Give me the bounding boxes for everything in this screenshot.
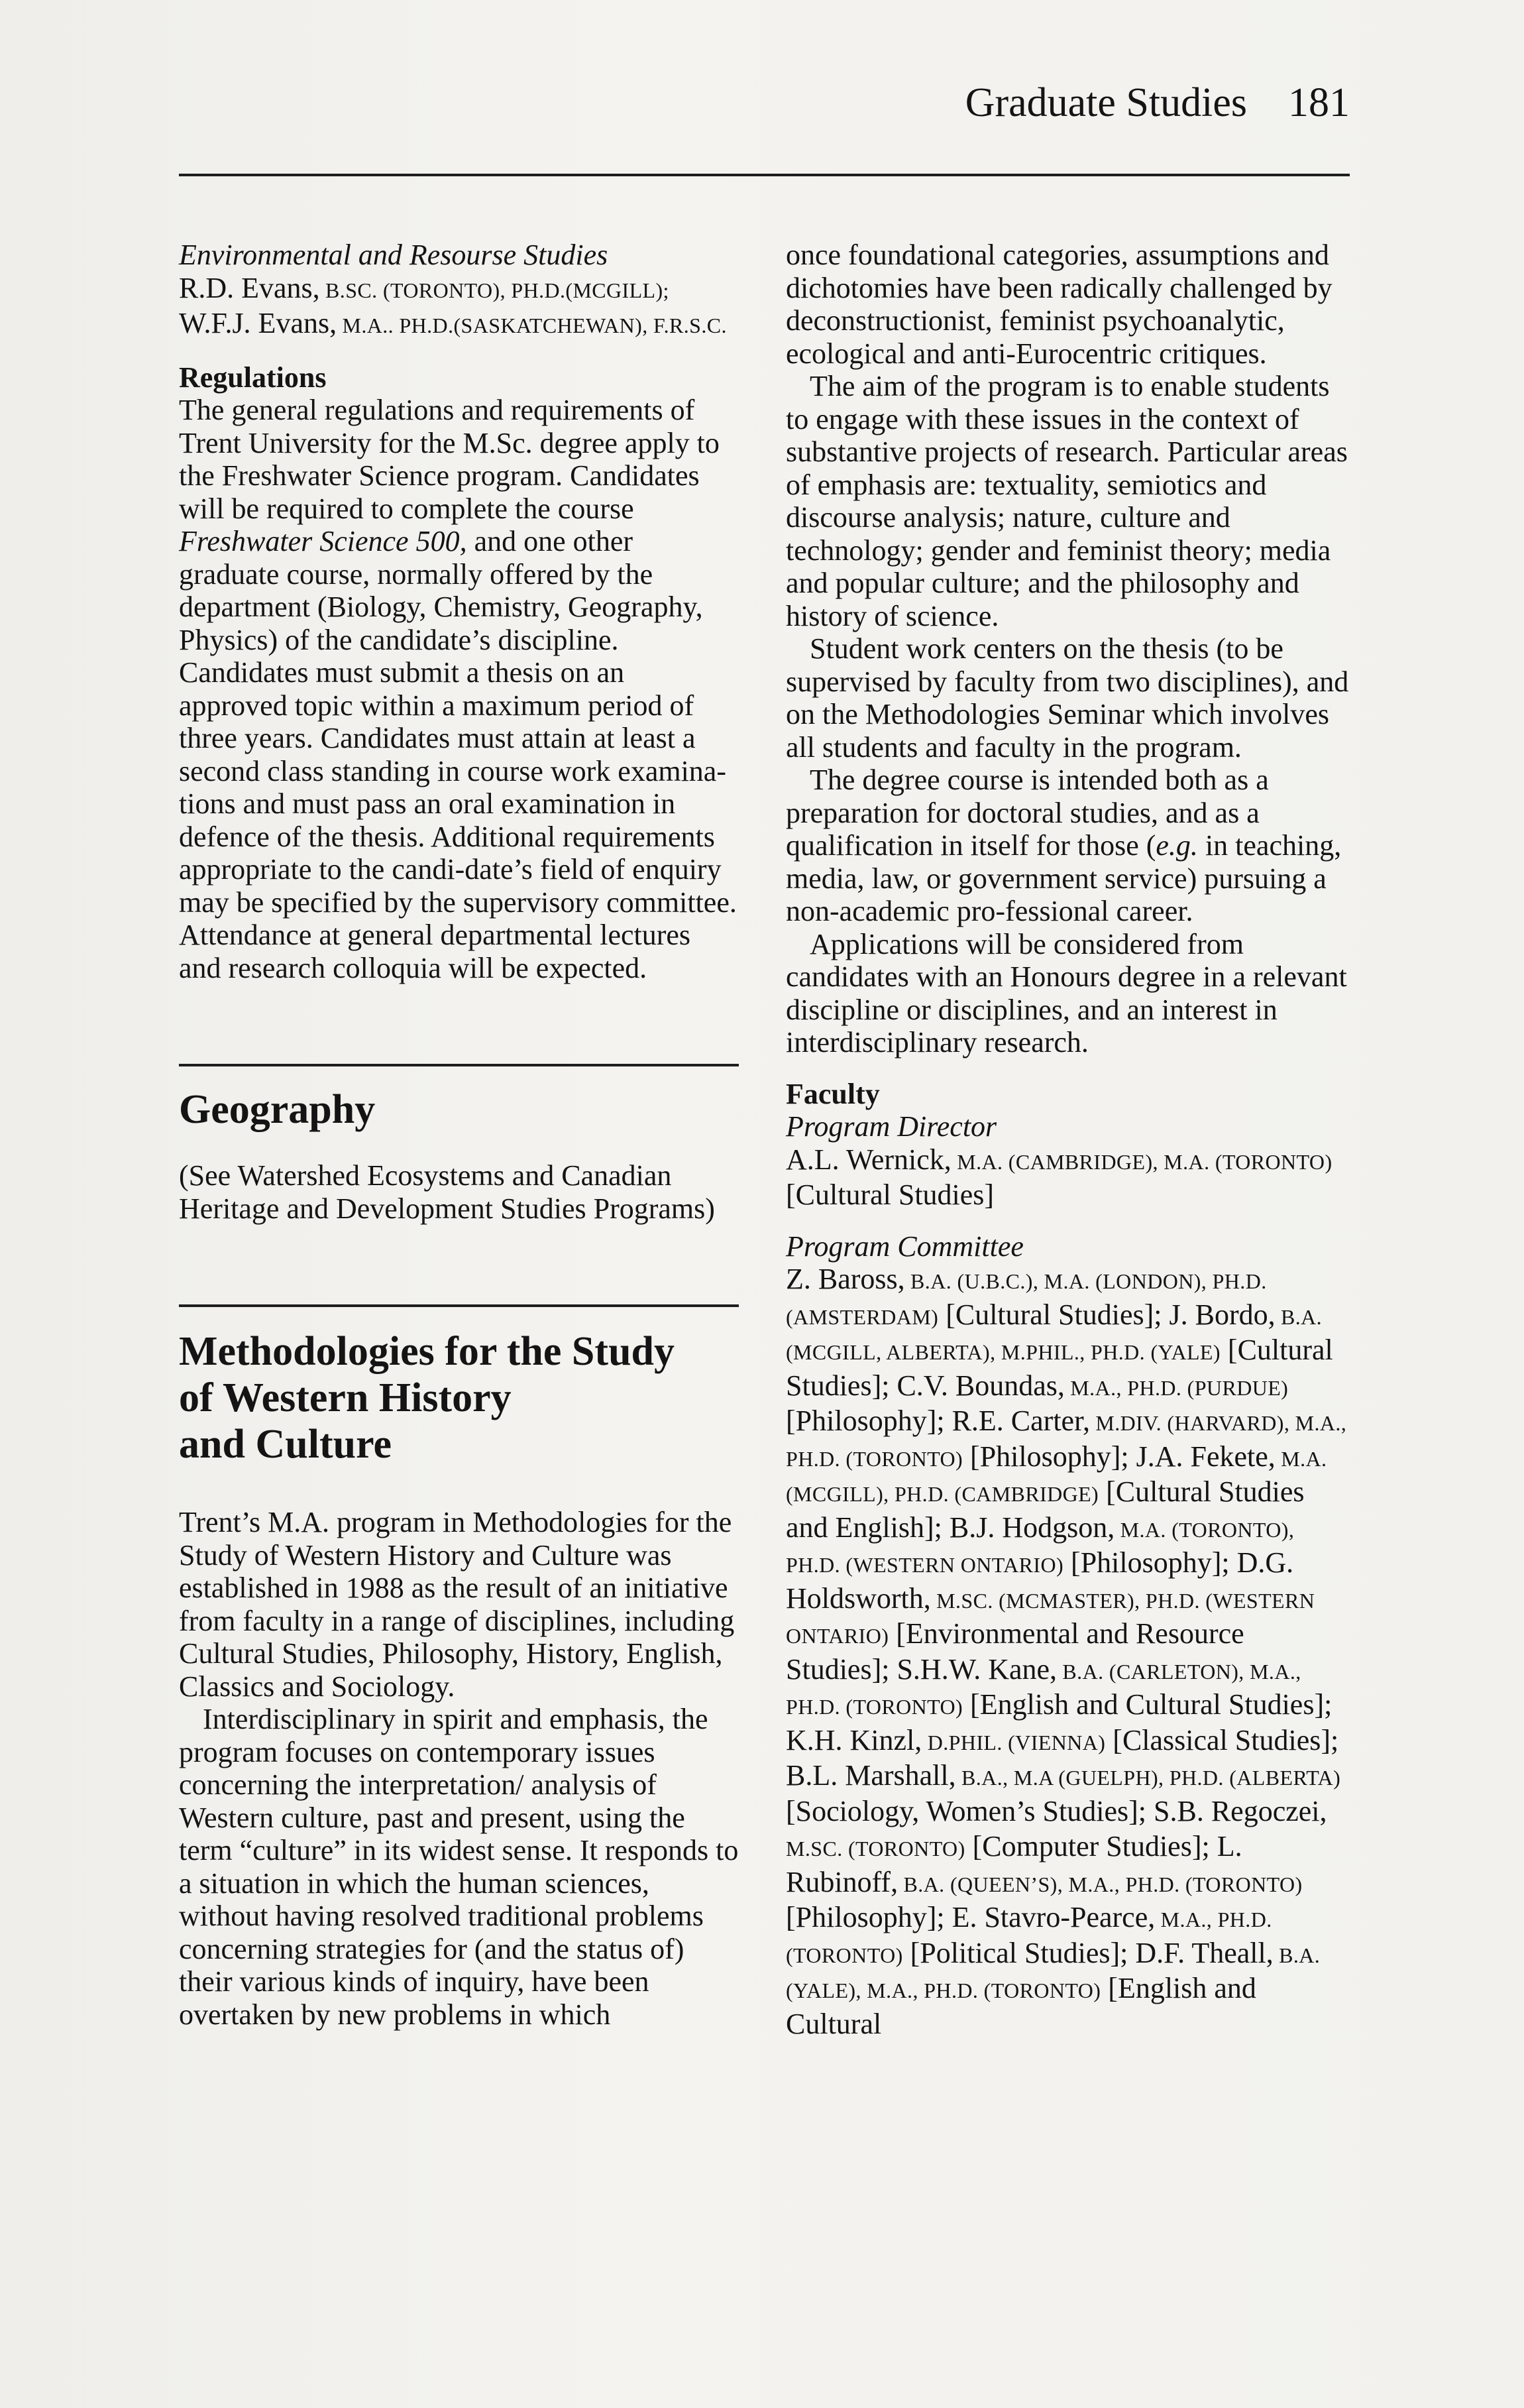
running-header	[179, 80, 1350, 143]
faculty-entry	[453, 307, 726, 339]
geography-rule	[179, 1064, 739, 1066]
faculty-entry	[786, 1724, 1338, 1756]
faculty-name: W.F.J. Evans,	[179, 307, 337, 339]
faculty-field: [Political Studies];	[902, 1936, 1136, 1969]
header-rule	[179, 174, 1350, 176]
faculty-credentials: B.A. (CARLETON), M.A., PH.D. (TORONTO)	[786, 1659, 1301, 1719]
methods-paragraph-3: once foundational categories, assumptions and dichotomies have been radically challenged by deconstructionist, feminist psychoanalytic, ecological and anti-Eurocentric critiques.	[786, 239, 1333, 370]
faculty-field: [Philosophy];	[786, 1901, 952, 1933]
geography-heading: Geography	[179, 1087, 376, 1132]
faculty-field: [Philosophy];	[786, 1405, 952, 1437]
geography-text: (See Watershed Ecosystems and Canadian Heritage and Development Studies Programs)	[179, 1159, 715, 1225]
p6-eg: e.g.	[1156, 829, 1198, 862]
faculty-field: [Philosophy];	[1063, 1546, 1237, 1579]
faculty-name: Z. Baross,	[786, 1263, 905, 1295]
faculty-entry	[179, 272, 565, 304]
faculty-entry	[179, 307, 453, 339]
faculty-credentials: B.A. (U.B.C.), M.A. (LONDON), PH.D. (AMSTERDAM)	[786, 1269, 1267, 1329]
faculty-entry	[565, 272, 669, 304]
faculty-field: [Philosophy];	[963, 1440, 1136, 1473]
faculty-field: [Cultural Studies and English];	[786, 1475, 1305, 1544]
env-studies-people	[179, 272, 739, 343]
faculty-credentials: B.A. (YALE), M.A., PH.D. (TORONTO)	[786, 1943, 1321, 2002]
faculty-credentials: M.A. (CAMBRIDGE), M.A. (TORONTO)	[951, 1149, 1333, 1174]
faculty-field: [Cultural Studies];	[938, 1298, 1170, 1331]
faculty-credentials: (MCGILL);	[565, 278, 669, 302]
methods-paragraph-6	[786, 764, 1349, 928]
faculty-credentials: M.SC. (TORONTO)	[786, 1837, 965, 1861]
faculty-heading: Faculty	[786, 1077, 880, 1110]
running-title: Graduate Studies	[965, 80, 1247, 125]
faculty-credentials: M.A. (TORONTO), PH.D. (WESTERN ONTARIO)	[786, 1517, 1295, 1577]
faculty-name: C.V. Boundas,	[897, 1369, 1065, 1402]
regulations-text-a: The general regulations and requirements of Trent University for the M.Sc. degree apply to the Freshwater Science program. Candidates will be required to complete the course	[179, 394, 720, 525]
regulations-course: Freshwater Science 500,	[179, 525, 467, 557]
faculty-name: S.H.W. Kane,	[897, 1652, 1058, 1686]
faculty-name: J. Bordo,	[1169, 1298, 1276, 1331]
faculty-credentials: D.PHIL. (VIENNA)	[922, 1730, 1106, 1754]
faculty-credentials: B.A. (MCGILL, ALBERTA), M.PHIL., PH.D. (YALE)	[786, 1304, 1323, 1364]
program-committee	[786, 1263, 1349, 2040]
faculty-name: S.B. Regoczei,	[1154, 1794, 1327, 1827]
left-column	[179, 239, 739, 2031]
p6-text-b: in teaching, media, law, or government service) pursuing a non-academic pro-fessional career.	[786, 829, 1342, 927]
faculty-name: D.F. Theall,	[1135, 1936, 1274, 1969]
faculty-name: L. Rubinoff,	[786, 1830, 1242, 1898]
methods-paragraph-2: Interdisciplinary in spirit and emphasis, the program focuses on contemporary issues concerning the interpretation/ analysis of Western culture, past and present, using the term “culture” in its widest sense. It responds to a situation in which the human sciences, without having resolved traditional problems concerning strategies for (and the status of) their various kinds of inquiry, have been overtaken by new problems in which	[179, 1703, 739, 2031]
faculty-field: [Classical Studies];	[1105, 1723, 1339, 1756]
faculty-field: [Cultural Studies]	[786, 1178, 995, 1211]
methods-heading	[179, 1328, 739, 1467]
faculty-name: J.A. Fekete,	[1136, 1440, 1276, 1473]
faculty-name: R.E. Carter,	[952, 1405, 1090, 1437]
faculty-name: B.L. Marshall,	[786, 1759, 956, 1792]
faculty-credentials: B.A., M.A (GUELPH), PH.D. (ALBERTA)	[955, 1766, 1341, 1790]
faculty-field: [Cultural Studies];	[786, 1334, 1333, 1402]
program-committee-label: Program Committee	[786, 1230, 1024, 1263]
methods-paragraph-1: Trent’s M.A. program in Methodologies for the Study of Western History and Culture was established in 1988 as the result of an initiative from faculty in a range of disciplines, including Cultural Studies, Philosophy, History, English, Classics and Sociology.	[179, 1506, 735, 1703]
faculty-credentials: B.SC. (TORONTO), PH.D.	[319, 278, 566, 302]
faculty-credentials: M.A.. PH.D.	[337, 314, 454, 337]
faculty-field: [Environmental and Resource Studies];	[786, 1617, 1244, 1686]
p6-text-a: The degree course is intended both as a preparation for doctoral studies, and as a qualification in itself for those (	[786, 764, 1269, 862]
faculty-field: [Sociology, Women’s Studies];	[786, 1794, 1154, 1827]
program-director-label: Program Director	[786, 1110, 997, 1143]
page-number: 181	[1288, 80, 1350, 125]
faculty-credentials: B.A. (QUEEN’S), M.A., PH.D. (TORONTO)	[898, 1872, 1303, 1896]
methods-heading-line-1: Methodologies for the Study	[179, 1329, 675, 1374]
faculty-name: R.D. Evans,	[179, 271, 320, 304]
env-studies-heading: Environmental and Resourse Studies	[179, 239, 608, 271]
faculty-name: A.L. Wernick,	[786, 1143, 952, 1176]
faculty-credentials: (SASKATCHEWAN), F.R.S.C.	[453, 314, 727, 337]
faculty-field: [English and Cultural Studies];	[963, 1688, 1333, 1721]
methods-paragraph-4: The aim of the program is to enable students to engage with these issues in the context of substantive projects of research. Particular areas of emphasis are: textuality, semiotics and discourse analysis; nature, culture and technology; gender and feminist theory; media and popular culture; and the philosophy and history of science.	[786, 370, 1348, 632]
faculty-field: [English and Cultural	[786, 1972, 1256, 2040]
faculty-field: [Computer Studies];	[965, 1830, 1217, 1863]
regulations-heading: Regulations	[179, 361, 327, 394]
methods-paragraph-7: Applications will be considered from candidates with an Honours degree in a relevant discipline or disciplines, and an interest in interdisciplinary research.	[786, 927, 1347, 1059]
methods-heading-line-3: and Culture	[179, 1422, 392, 1467]
right-column	[786, 239, 1349, 2040]
faculty-name: B.J. Hodgson,	[949, 1511, 1115, 1544]
faculty-credentials: M.A. (MCGILL), PH.D. (CAMBRIDGE)	[786, 1446, 1327, 1506]
regulations-text	[179, 394, 739, 984]
faculty-name: E. Stavro-Pearce,	[952, 1901, 1156, 1933]
regulations-text-b: and one other graduate course, normally offered by the department (Biology, Chemistry, Geography, Physics) of the candidate’s discipline. Candidates must submit a thesis on an approved topic within a maximum period of three years. Candidates must attain at least a second class standing in course work examina-tions and must pass an oral examination in defence of the thesis. Additional requirements appropriate to the candi-date’s field of enquiry may be specified by the supervisory committee. Attendance at general departmental lectures and research colloquia will be expected.	[179, 525, 737, 984]
faculty-credentials: M.A., PH.D. (TORONTO)	[786, 1908, 1272, 1967]
methods-rule	[179, 1304, 739, 1307]
methods-heading-line-2: of Western History	[179, 1375, 512, 1420]
faculty-credentials: M.A., PH.D. (PURDUE)	[1064, 1375, 1289, 1400]
faculty-credentials: M.DIV. (HARVARD), M.A., PH.D. (TORONTO)	[786, 1411, 1347, 1471]
methods-paragraph-5: Student work centers on the thesis (to be supervised by faculty from two disciplines), and on the Methodologies Seminar which involves all students and faculty in the program.	[786, 632, 1349, 764]
faculty-credentials: M.SC. (MCMASTER), PH.D. (WESTERN ONTARIO)	[786, 1588, 1315, 1648]
faculty-name: D.G. Holdsworth,	[786, 1546, 1294, 1615]
faculty-entry	[786, 1143, 1333, 1212]
program-director	[786, 1143, 1349, 1212]
faculty-name: K.H. Kinzl,	[786, 1723, 922, 1756]
